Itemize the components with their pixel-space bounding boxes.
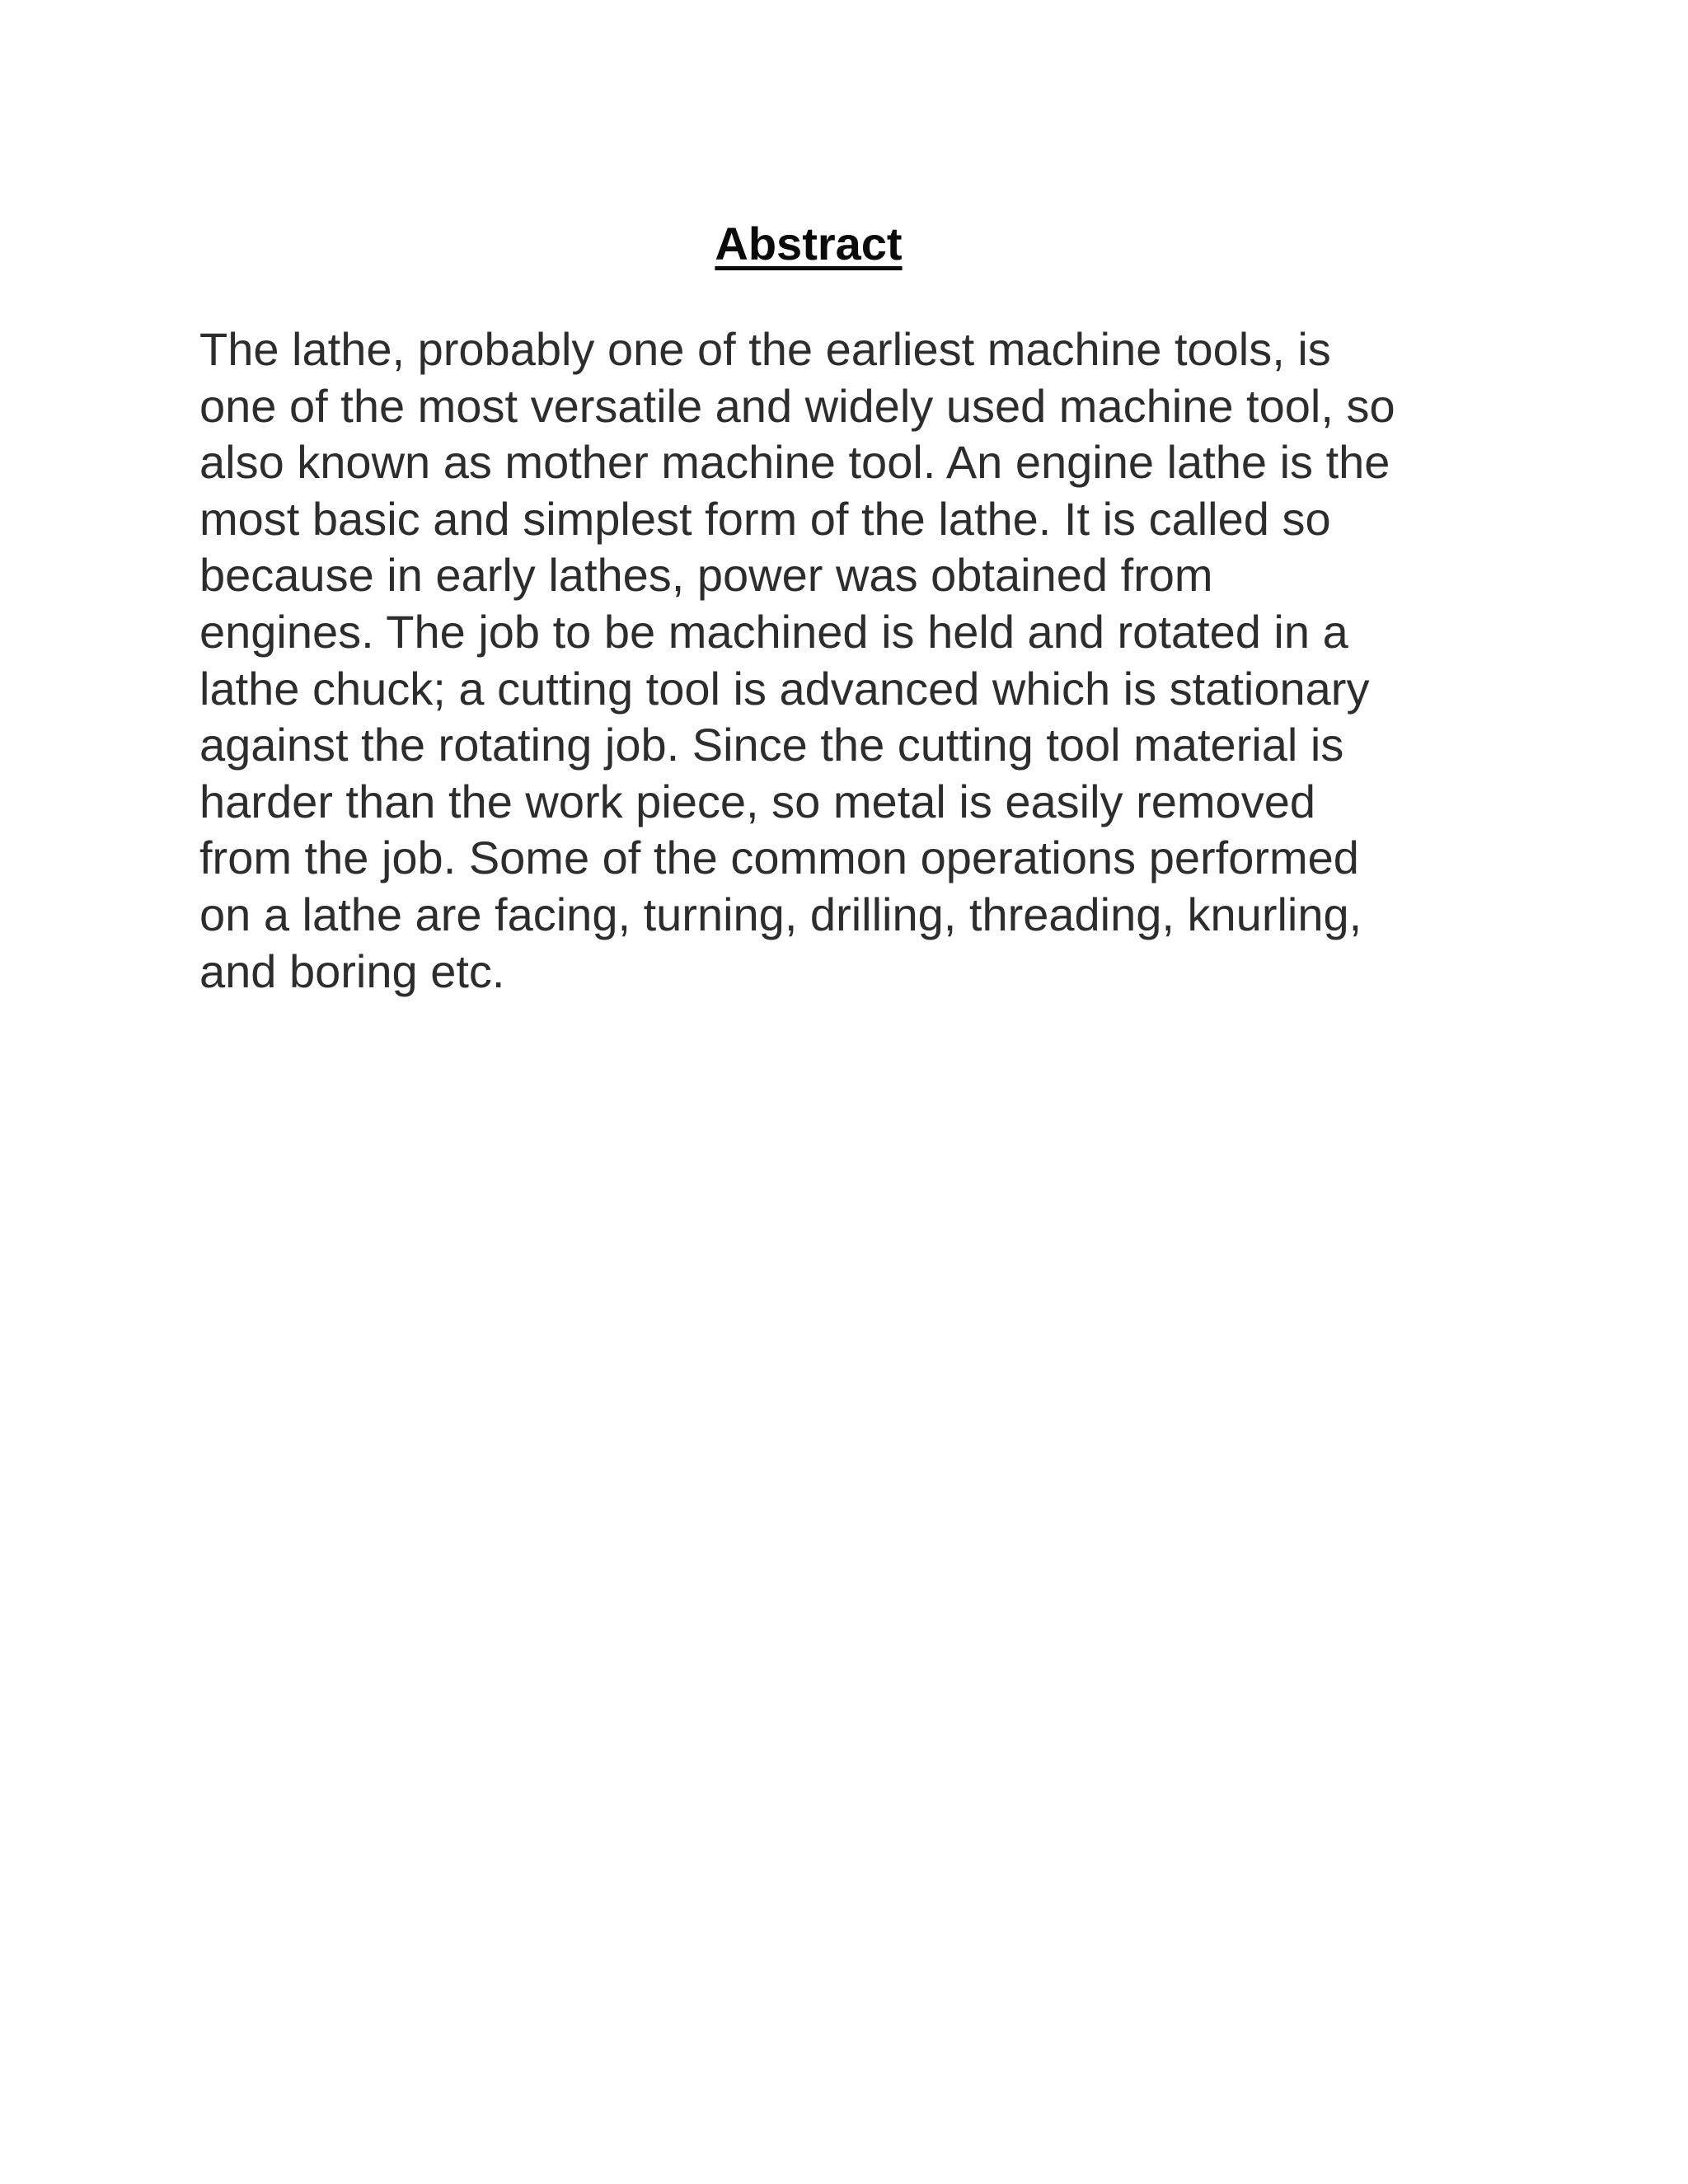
paragraph-line: and boring etc.	[199, 944, 505, 997]
paragraph-line: lathe chuck; a cutting tool is advanced which is stationary	[199, 662, 1370, 715]
paragraph-line: also known as mother machine tool. An engine lathe is the	[199, 436, 1390, 489]
paragraph-line: most basic and simplest form of the lathe. It is called so	[199, 492, 1331, 545]
paragraph-line: engines. The job to be machined is held and rotated in a	[199, 605, 1348, 658]
paragraph-line: against the rotating job. Since the cutting tool material is	[199, 719, 1344, 771]
abstract-heading: Abstract	[715, 218, 903, 269]
paragraph-line: harder than the work piece, so metal is easily removed	[199, 775, 1315, 827]
paragraph-line: one of the most versatile and widely used machine tool, so	[199, 379, 1395, 432]
paragraph-line: because in early lathes, power was obtained from	[199, 549, 1213, 602]
paragraph-line: The lathe, probably one of the earliest machine tools, is	[199, 323, 1331, 375]
paragraph-line: on a lathe are facing, turning, drilling, threading, knurling,	[199, 888, 1362, 940]
abstract-paragraph	[199, 321, 1502, 1000]
paragraph-line: from the job. Some of the common operations performed	[199, 832, 1359, 884]
